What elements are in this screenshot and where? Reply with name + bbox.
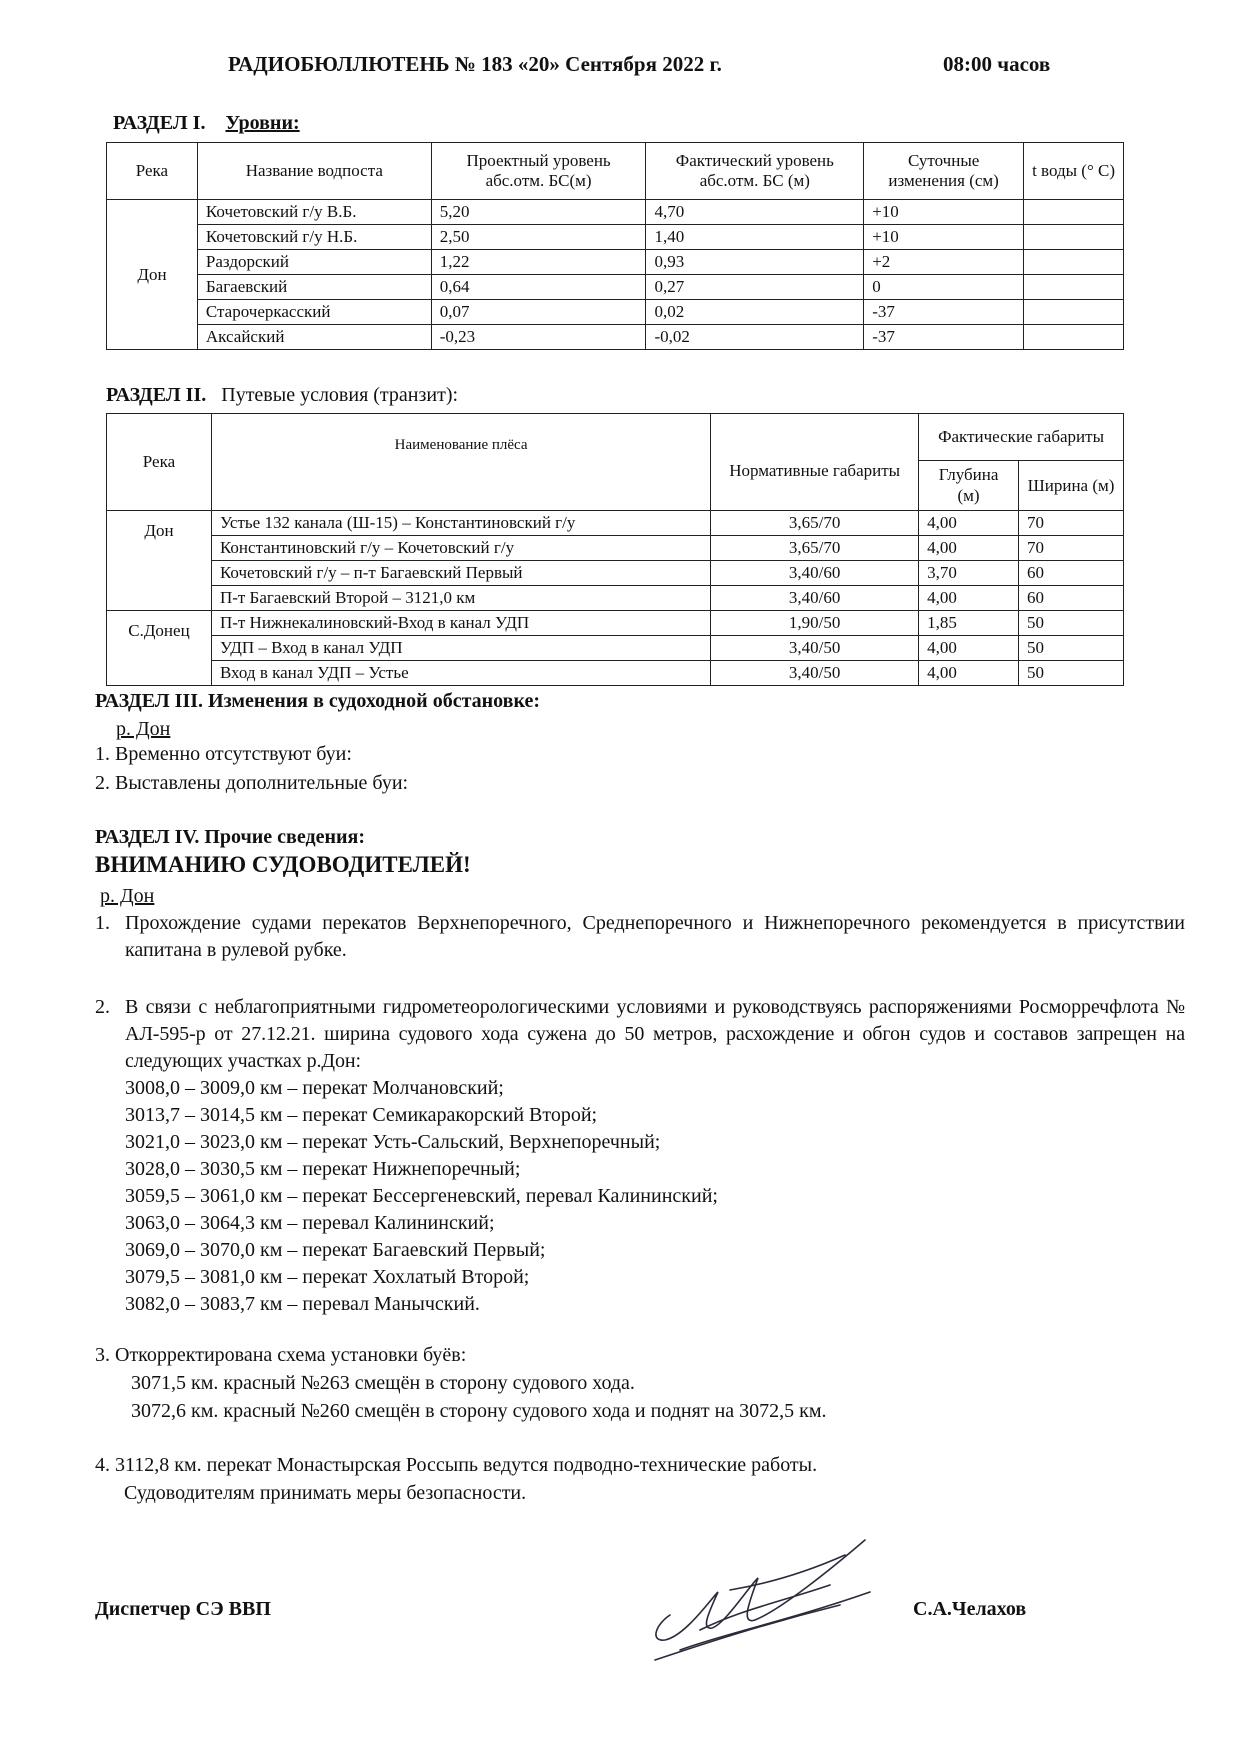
levels-cell-temp bbox=[1024, 325, 1124, 350]
closure-list-item: 3059,5 – 3061,0 км – перекат Бессергеневский, перевал Калининский; bbox=[125, 1185, 718, 1207]
dispatcher-position: Диспетчер СЭ ВВП bbox=[95, 1598, 271, 1620]
levels-cell-post: Багаевский bbox=[197, 275, 431, 300]
levels-cell-change: +10 bbox=[864, 200, 1024, 225]
col-header: t воды (° C) bbox=[1024, 143, 1124, 200]
levels-cell-post: Старочеркасский bbox=[197, 300, 431, 325]
transit-cell-width: 50 bbox=[1019, 611, 1124, 636]
transit-cell-depth: 1,85 bbox=[919, 611, 1019, 636]
transit-table bbox=[106, 413, 1124, 686]
levels-cell-actual: 1,40 bbox=[646, 225, 864, 250]
buoy-change: 3071,5 км. красный №263 смещён в сторону судового хода. bbox=[131, 1372, 635, 1394]
col-header: Река bbox=[107, 414, 212, 511]
closure-list-item: 3063,0 – 3064,3 км – перевал Калининский; bbox=[125, 1212, 495, 1234]
transit-header-row bbox=[107, 414, 1124, 461]
levels-cell-actual: 4,70 bbox=[646, 200, 864, 225]
signature-icon bbox=[640, 1530, 900, 1670]
levels-cell-change: +10 bbox=[864, 225, 1024, 250]
transit-row bbox=[107, 661, 1124, 686]
bulletin-header bbox=[228, 52, 1051, 77]
transit-cell-norm: 3,40/50 bbox=[711, 636, 919, 661]
levels-row bbox=[107, 250, 1124, 275]
levels-cell-design: 1,22 bbox=[431, 250, 646, 275]
transit-cell-depth: 3,70 bbox=[919, 561, 1019, 586]
closure-list-item: 3008,0 – 3009,0 км – перекат Молчановский; bbox=[125, 1077, 504, 1099]
col-header: Фактические габариты bbox=[919, 414, 1124, 461]
col-header: Проектный уровень абс.отм. БС(м) bbox=[431, 143, 646, 200]
river-cell: Дон bbox=[107, 511, 212, 611]
col-header: Ширина (м) bbox=[1019, 461, 1124, 511]
levels-cell-actual: 0,27 bbox=[646, 275, 864, 300]
closure-list-item: 3028,0 – 3030,5 км – перекат Нижнепоречный; bbox=[125, 1158, 521, 1180]
transit-cell-norm: 3,40/50 bbox=[711, 661, 919, 686]
levels-cell-design: 2,50 bbox=[431, 225, 646, 250]
transit-cell-depth: 4,00 bbox=[919, 586, 1019, 611]
transit-row bbox=[107, 586, 1124, 611]
levels-cell-actual: -0,02 bbox=[646, 325, 864, 350]
transit-cell-width: 50 bbox=[1019, 636, 1124, 661]
transit-cell-depth: 4,00 bbox=[919, 511, 1019, 536]
levels-row bbox=[107, 225, 1124, 250]
closure-list-item: 3079,5 – 3081,0 км – перекат Хохлатый Второй; bbox=[125, 1266, 530, 1288]
section4-river: р. Дон bbox=[100, 885, 155, 907]
river-cell: Дон bbox=[107, 200, 198, 350]
col-header: Суточные изменения (см) bbox=[864, 143, 1024, 200]
transit-cell-reach: УДП – Вход в канал УДП bbox=[211, 636, 710, 661]
transit-cell-norm: 3,40/60 bbox=[711, 586, 919, 611]
dispatcher-name: С.А.Челахов bbox=[913, 1598, 1027, 1620]
levels-cell-design: 0,07 bbox=[431, 300, 646, 325]
transit-row bbox=[107, 636, 1124, 661]
bulletin-time: 08:00 часов bbox=[943, 52, 1051, 76]
levels-cell-actual: 0,93 bbox=[646, 250, 864, 275]
section1-title: РАЗДЕЛ I. Уровни: bbox=[113, 112, 300, 134]
levels-table bbox=[106, 142, 1124, 350]
transit-cell-width: 70 bbox=[1019, 511, 1124, 536]
col-header: Река bbox=[107, 143, 198, 200]
river-cell: С.Донец bbox=[107, 611, 212, 686]
transit-cell-reach: П-т Нижнекалиновский-Вход в канал УДП bbox=[211, 611, 710, 636]
levels-cell-temp bbox=[1024, 225, 1124, 250]
levels-body bbox=[107, 200, 1124, 350]
bulletin-title: РАДИОБЮЛЛЮТЕНЬ № 183 «20» Сентября 2022 г. bbox=[228, 52, 722, 76]
levels-cell-temp bbox=[1024, 275, 1124, 300]
transit-cell-reach: Константиновский г/у – Кочетовский г/у bbox=[211, 536, 710, 561]
closure-list-item: 3069,0 – 3070,0 км – перекат Багаевский Первый; bbox=[125, 1239, 546, 1261]
transit-cell-width: 60 bbox=[1019, 586, 1124, 611]
levels-cell-change: +2 bbox=[864, 250, 1024, 275]
levels-cell-design: 5,20 bbox=[431, 200, 646, 225]
notice-item-4-line2: Судоводителям принимать меры безопасности. bbox=[124, 1482, 527, 1504]
notice-item-4: 4. 3112,8 км. перекат Монастырская Россыпь ведутся подводно-технические работы. bbox=[95, 1454, 818, 1476]
levels-cell-change: -37 bbox=[864, 325, 1024, 350]
closure-list-item: 3013,7 – 3014,5 км – перекат Семикаракорский Второй; bbox=[125, 1104, 598, 1126]
levels-row bbox=[107, 275, 1124, 300]
section3-river: р. Дон bbox=[116, 718, 171, 740]
section2-title: РАЗДЕЛ II. Путевые условия (транзит): bbox=[106, 384, 459, 406]
col-header: Наименование плёса bbox=[211, 414, 710, 511]
section3-item: 2. Выставлены дополнительные буи: bbox=[95, 772, 409, 794]
section3-title: РАЗДЕЛ III. Изменения в судоходной обстановке: bbox=[95, 690, 541, 712]
closure-list-item: 3021,0 – 3023,0 км – перекат Усть-Сальский, Верхнепоречный; bbox=[125, 1131, 661, 1153]
closure-list bbox=[95, 1075, 1185, 1318]
transit-cell-reach: Устье 132 канала (Ш-15) – Константиновский г/у bbox=[211, 511, 710, 536]
levels-cell-post: Раздорский bbox=[197, 250, 431, 275]
section4-title: РАЗДЕЛ IV. Прочие сведения: bbox=[95, 826, 365, 848]
levels-cell-design: -0,23 bbox=[431, 325, 646, 350]
section3-item: 1. Временно отсутствуют буи: bbox=[95, 743, 352, 765]
levels-cell-temp bbox=[1024, 250, 1124, 275]
levels-cell-change: 0 bbox=[864, 275, 1024, 300]
levels-cell-post: Кочетовский г/у Н.Б. bbox=[197, 225, 431, 250]
transit-row bbox=[107, 511, 1124, 536]
levels-row bbox=[107, 325, 1124, 350]
buoy-change: 3072,6 км. красный №260 смещён в сторону судового хода и поднят на 3072,5 км. bbox=[131, 1400, 827, 1422]
transit-cell-width: 60 bbox=[1019, 561, 1124, 586]
transit-cell-norm: 3,65/70 bbox=[711, 536, 919, 561]
notice-item-1: 1. Прохождение судами перекатов Верхнепоречного, Среднепоречного и Нижнепоречного рекомендуется в присутствии капитана в рулевой рубке. bbox=[95, 912, 1185, 961]
notice-item-3: 3. Откорректирована схема установки буёв: bbox=[95, 1344, 467, 1366]
notice-item-2: 2. В связи с неблагоприятными гидрометеорологическими условиями и руководствуясь распоряжениями Росморречфлота № АЛ-595-р от 27.12.21. ширина судового хода сужена до 50 метров, расхождение и обгон судов и составов запрещен на следующих участках р.Дон: 3008,0 – 3009,0 км – перекат Молчановский; 3013,7 – 3014,5 км – перекат Семикаракорский Второй; 3021,0 – 3023,0 км – перекат Усть-Сальский, Верхнепоречный; 3028,0 – 3030,5 км – перекат Нижнепоречный; 3059,5 – 3061,0 км – перекат Бессергеневский, перевал Калининский; 3063,0 – 3064,3 км – перевал Калининский; 3069,0 – 3070,0 км – перекат Багаевский Первый; 3079,5 – 3081,0 км – перекат Хохлатый Второй; 3082,0 – 3083,7 км – перевал Манычский. bbox=[95, 994, 1185, 1318]
transit-row bbox=[107, 611, 1124, 636]
levels-cell-design: 0,64 bbox=[431, 275, 646, 300]
transit-cell-reach: П-т Багаевский Второй – 3121,0 км bbox=[211, 586, 710, 611]
col-header: Фактический уровень абс.отм. БС (м) bbox=[646, 143, 864, 200]
transit-cell-reach: Кочетовский г/у – п-т Багаевский Первый bbox=[211, 561, 710, 586]
transit-cell-width: 70 bbox=[1019, 536, 1124, 561]
transit-cell-depth: 4,00 bbox=[919, 536, 1019, 561]
levels-cell-actual: 0,02 bbox=[646, 300, 864, 325]
levels-row bbox=[107, 200, 1124, 225]
levels-cell-change: -37 bbox=[864, 300, 1024, 325]
attention-heading: ВНИМАНИЮ СУДОВОДИТЕЛЕЙ! bbox=[95, 852, 471, 877]
transit-body bbox=[107, 511, 1124, 686]
levels-row bbox=[107, 300, 1124, 325]
transit-cell-norm: 3,65/70 bbox=[711, 511, 919, 536]
levels-cell-post: Кочетовский г/у В.Б. bbox=[197, 200, 431, 225]
col-header: Нормативные габариты bbox=[711, 414, 919, 511]
transit-cell-norm: 3,40/60 bbox=[711, 561, 919, 586]
transit-cell-depth: 4,00 bbox=[919, 636, 1019, 661]
closure-list-item: 3082,0 – 3083,7 км – перевал Манычский. bbox=[125, 1293, 480, 1315]
transit-cell-width: 50 bbox=[1019, 661, 1124, 686]
levels-cell-temp bbox=[1024, 300, 1124, 325]
transit-cell-depth: 4,00 bbox=[919, 661, 1019, 686]
col-header: Глубина (м) bbox=[919, 461, 1019, 511]
levels-cell-post: Аксайский bbox=[197, 325, 431, 350]
transit-cell-norm: 1,90/50 bbox=[711, 611, 919, 636]
transit-row bbox=[107, 536, 1124, 561]
transit-cell-reach: Вход в канал УДП – Устье bbox=[211, 661, 710, 686]
col-header: Название водпоста bbox=[197, 143, 431, 200]
transit-row bbox=[107, 561, 1124, 586]
levels-cell-temp bbox=[1024, 200, 1124, 225]
levels-header-row bbox=[107, 143, 1124, 200]
